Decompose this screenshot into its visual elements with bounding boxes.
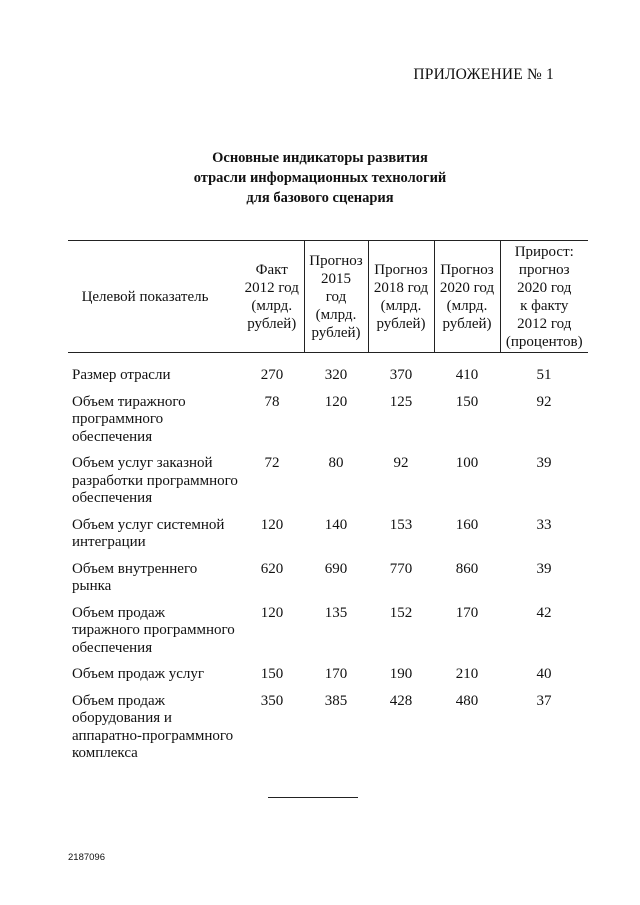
indicator-value: 350 (260, 692, 284, 709)
header-line: год (325, 288, 347, 305)
indicator-name-line: Объем услуг заказной (72, 455, 213, 471)
header-line: (млрд. (315, 306, 357, 323)
indicator-name (68, 693, 240, 772)
indicator-name-line: Объем продаж (72, 692, 165, 709)
indicator-value: 150 (260, 666, 284, 682)
indicator-name-line: обеспечения (72, 428, 153, 445)
header-target-indicator (68, 241, 240, 353)
table-row (68, 605, 588, 667)
indicator-name-line: разработки программного (72, 472, 238, 489)
indicator-name-line: программного (72, 411, 164, 427)
title-line: Основные индикаторы развития (212, 150, 428, 166)
appendix-label: ПРИЛОЖЕНИЕ № 1 (413, 66, 554, 83)
indicator-value: 39 (536, 560, 552, 577)
indicator-value: 135 (324, 604, 348, 621)
indicator-name (68, 561, 240, 605)
table-row (68, 455, 588, 517)
indicator-name-line: тиражного программного (72, 622, 235, 638)
indicator-name-line: комплекса (72, 745, 138, 761)
indicator-value: 428 (389, 692, 413, 709)
indicator-name (68, 666, 240, 693)
indicator-name-line: обеспечения (72, 639, 153, 656)
indicator-value: 39 (536, 455, 552, 471)
header-line: Прирост: (514, 243, 574, 260)
header-column (500, 241, 588, 353)
indicator-value: 92 (536, 393, 552, 410)
indicator-value: 690 (324, 560, 348, 577)
header-line: (млрд. (446, 297, 488, 314)
indicator-value: 385 (324, 692, 348, 709)
table-row (68, 353, 588, 394)
header-line: 2012 год (517, 315, 572, 332)
indicator-value: 170 (455, 604, 479, 621)
indicator-name-line: Размер отрасли (72, 367, 171, 383)
indicator-name-line: оборудования и (72, 710, 172, 726)
indicator-value: 320 (324, 367, 348, 383)
header-column (434, 241, 500, 353)
header-column (368, 241, 434, 353)
header-line: рублей) (247, 315, 297, 332)
indicator-value: 78 (264, 393, 280, 410)
indicator-value: 770 (389, 560, 413, 577)
table-body (68, 353, 588, 772)
header-line: рублей) (376, 315, 426, 332)
indicator-value: 40 (536, 666, 552, 682)
header-line: Целевой показатель (81, 288, 209, 305)
indicator-value: 170 (324, 666, 348, 682)
indicator-name (68, 605, 240, 667)
indicator-value: 140 (324, 516, 348, 533)
indicator-name-line: Объем продаж услуг (72, 666, 205, 682)
indicator-name-line: Объем тиражного (72, 393, 186, 410)
indicator-name-line: рынка (72, 578, 112, 594)
header-line: рублей) (311, 324, 361, 341)
header-line: к факту (520, 297, 569, 314)
indicator-value: 270 (260, 367, 284, 383)
header-column (304, 241, 368, 353)
indicator-value: 33 (536, 516, 552, 533)
indicator-value: 92 (393, 455, 409, 471)
indicator-name-line: аппаратно-программного (72, 727, 234, 744)
indicators-table (68, 240, 588, 772)
indicator-name-line: Объем продаж (72, 604, 165, 621)
indicator-value: 210 (455, 666, 479, 682)
indicator-name-line: Объем услуг системной (72, 516, 225, 533)
document-number: 2187096 (68, 852, 105, 863)
header-column (240, 241, 304, 353)
indicator-name-line: обеспечения (72, 490, 153, 506)
indicator-value: 125 (389, 393, 413, 410)
header-line: Факт (255, 261, 288, 278)
indicator-value: 153 (389, 516, 413, 533)
header-line: (млрд. (251, 297, 293, 314)
footer-divider (268, 797, 358, 798)
indicator-value: 120 (260, 516, 284, 533)
indicator-value: 152 (389, 604, 413, 621)
indicator-name (68, 353, 240, 394)
indicator-name-line: Объем внутреннего (72, 560, 198, 577)
table-header-row (68, 241, 588, 353)
header-line: 2020 год (439, 279, 495, 296)
indicator-value: 72 (264, 455, 280, 471)
header-line: Прогноз (309, 252, 363, 269)
header-line: (млрд. (380, 297, 422, 314)
indicator-value: 480 (455, 692, 479, 709)
indicator-name (68, 394, 240, 456)
indicator-value: 120 (260, 604, 284, 621)
header-line: рублей) (442, 315, 492, 332)
indicator-value: 370 (389, 367, 413, 383)
header-line: Прогноз (374, 261, 428, 278)
table-row (68, 394, 588, 456)
indicator-value: 37 (536, 692, 552, 709)
title-line: отрасли информационных технологий (193, 170, 447, 186)
table-row (68, 517, 588, 561)
header-line: 2015 (321, 270, 351, 287)
table-row (68, 693, 588, 772)
indicator-value: 190 (389, 666, 413, 682)
title-line: для базового сценария (246, 190, 394, 206)
indicator-name (68, 517, 240, 561)
indicator-value: 80 (328, 455, 344, 471)
table-row (68, 666, 588, 693)
header-line: (процентов) (505, 333, 583, 350)
indicator-value: 42 (536, 604, 552, 621)
table-row (68, 561, 588, 605)
header-line: прогноз (518, 261, 570, 278)
indicator-name-line: интеграции (72, 534, 146, 550)
indicator-value: 860 (455, 560, 479, 577)
header-line: 2018 год (373, 279, 429, 296)
indicator-value: 160 (455, 516, 479, 533)
indicator-name (68, 455, 240, 517)
indicator-value: 100 (455, 455, 479, 471)
header-line: Прогноз (440, 261, 494, 278)
header-line: 2020 год (517, 279, 572, 296)
indicator-value: 620 (260, 560, 284, 577)
document-title (0, 148, 640, 208)
indicator-value: 51 (536, 367, 552, 383)
indicator-value: 150 (455, 393, 479, 410)
header-line: 2012 год (244, 279, 299, 296)
indicator-value: 120 (324, 393, 348, 410)
indicator-value: 410 (455, 367, 479, 383)
